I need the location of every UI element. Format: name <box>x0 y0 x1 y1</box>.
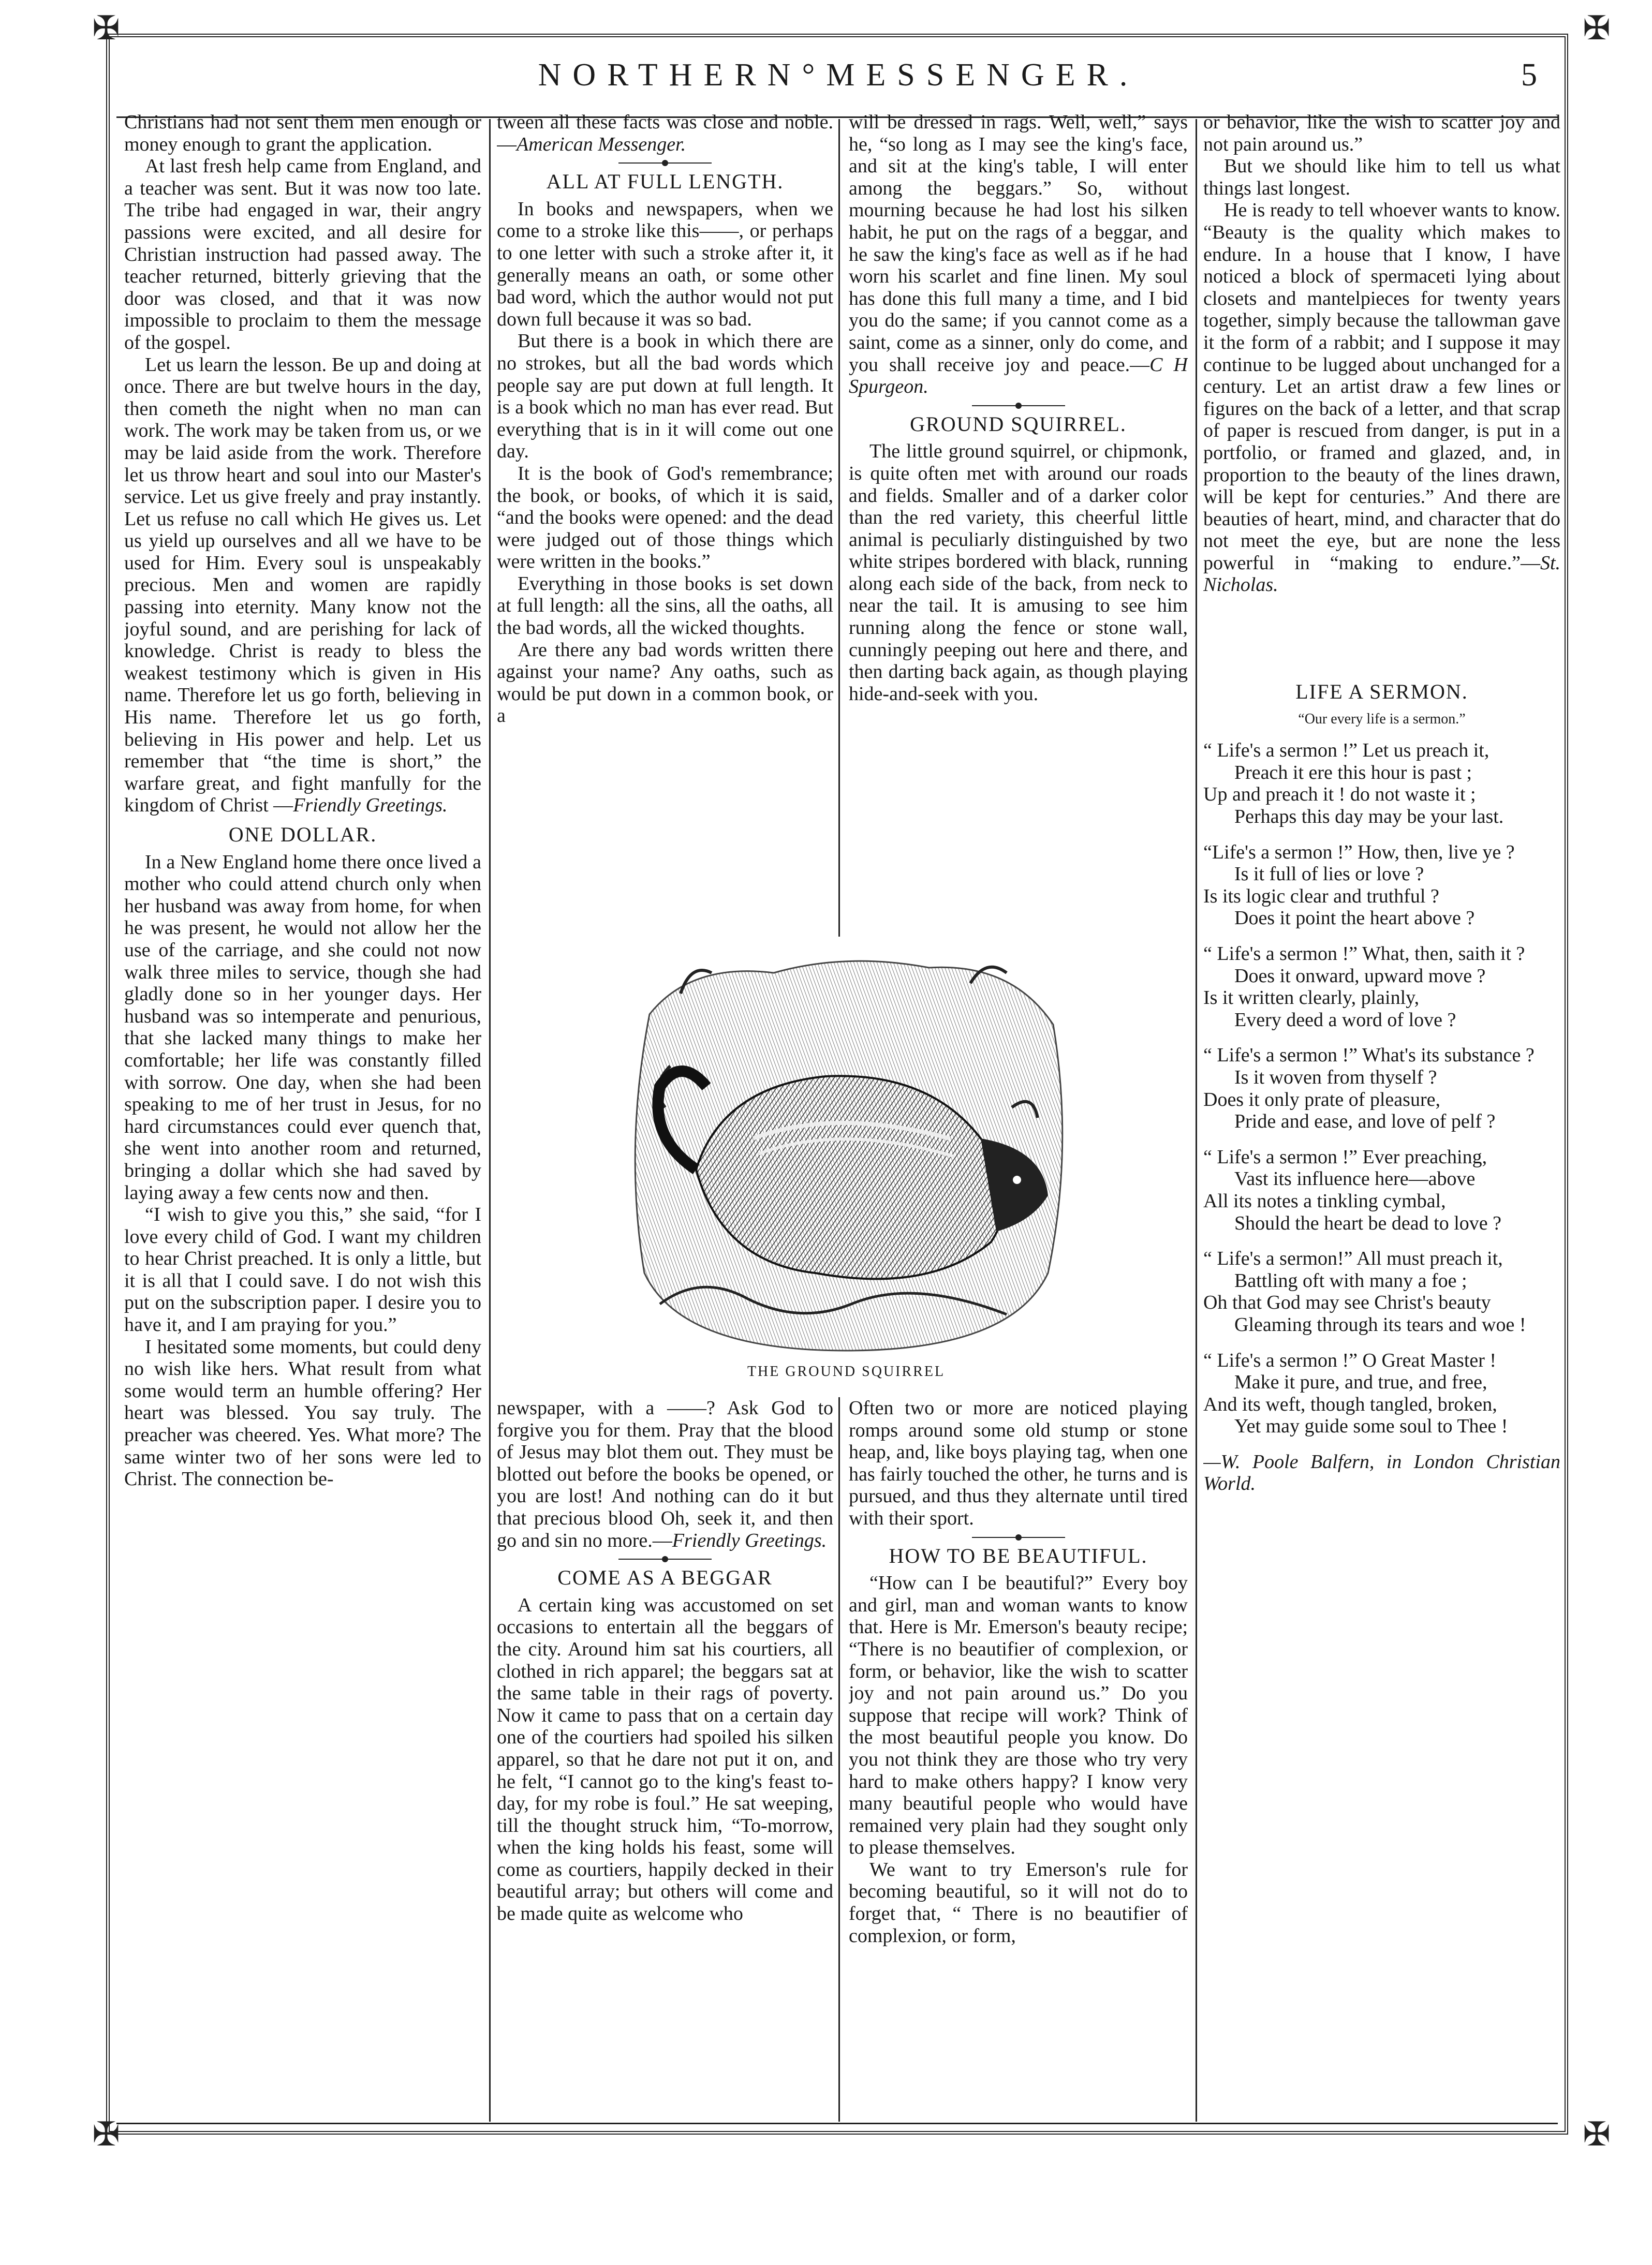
poem-line: “ Life's a sermon !” Ever preaching, <box>1203 1146 1487 1168</box>
poem-line: Is it full of lies or love ? <box>1234 863 1424 885</box>
poem-stanza <box>1203 1044 1560 1132</box>
poem-line: And its weft, though tangled, broken, <box>1203 1393 1497 1415</box>
headline-ground-squirrel: GROUND SQUIRREL. <box>910 412 1127 436</box>
masthead <box>119 47 1558 109</box>
source-signature: Friendly Greetings. <box>293 794 448 817</box>
headline-life-a-sermon: LIFE A SERMON. <box>1295 680 1468 704</box>
newspaper-title: NORTHERN°MESSENGER. <box>538 57 1139 93</box>
poem-line: “ Life's a sermon !” O Great Master ! <box>1203 1349 1497 1371</box>
column-2-bottom <box>497 1397 833 2122</box>
source-signature: Friendly Greetings. <box>672 1529 827 1551</box>
poem-line: Vast its influence here—above <box>1234 1168 1476 1190</box>
column-rule <box>838 1397 840 2122</box>
poem <box>1203 739 1560 1438</box>
poem-line: “Life's a sermon !” How, then, live ye ? <box>1203 841 1515 863</box>
article-paragraph: Often two or more are noticed playing romps around some old stump or stone heap, and, like boys playing tag, when one has fairly touched the other, he turns and is pursued, and thus they alternate until tired with their sport. <box>849 1397 1188 1529</box>
article-paragraph: The little ground squirrel, or chipmonk, is quite often met with around our roads and fields. Smaller and of a darker color than the red variety, this cheerful little animal is peculiarly distinguished by two white stripes bordered with black, running along each side of the back, from neck to near the tail. It is amusing to see him running along the fence or stone wall, cunningly peeping out here and there, and then darting back again, as though playing hide-and-seek with you. <box>849 440 1188 705</box>
article-paragraph: Are there any bad words written there against your name? Any oaths, such as would be put down in a common book, or a <box>497 639 833 727</box>
column-2-top <box>497 111 833 939</box>
corner-ornament-icon: ✠ <box>1583 9 1611 48</box>
headline-one-dollar: ONE DOLLAR. <box>228 823 377 846</box>
article-paragraph: A certain king was accustomed on set occasions to entertain all the beggars of the city. Around him sat his courtiers, all clothed in rich apparel; the beggars sat at the same table in their rags of poverty. Now it came to pass that on a certain day one of the courtiers had spoiled his silken apparel, so that he dare not put it on, and he felt, “I cannot go to the king's feast to-day, for my robe is foul.” He sat weeping, till the thought struck him, “To-morrow, when the king holds his feast, some will come as courtiers, happily decked in their beautiful array; but others will come and be made quite as welcome who <box>497 1594 833 1925</box>
poem-line: Is its logic clear and truthful ? <box>1203 885 1439 907</box>
figure-caption: THE GROUND SQUIRREL <box>747 1364 946 1380</box>
poem-stanza <box>1203 1350 1560 1438</box>
column-3-top <box>849 111 1188 939</box>
poem-line: All its notes a tinkling cymbal, <box>1203 1190 1446 1212</box>
corner-ornament-icon: ✠ <box>92 9 120 48</box>
article-paragraph: will be dressed in rags. Well, well,” says he, “so long as I may see the king's face, and sit at the king's table, I will enter among the beggars.” So, without mourning because he had lost his silken habit, he put on the rags of a beggar, and he saw the king's face as well as if he had worn his scarlet and fine linen. My soul has done this full many a time, and I bid you do the same; if you cannot come as a saint, come as a sinner, only do come, and you shall receive joy and peace.—C H Spurgeon. <box>849 111 1188 398</box>
poem-line: Yet may guide some soul to Thee ! <box>1234 1415 1508 1438</box>
poem-line: Gleaming through its tears and woe ! <box>1234 1313 1526 1336</box>
ground-squirrel-engraving <box>618 952 1074 1356</box>
article-paragraph: Let us learn the lesson. Be up and doing at once. There are but twelve hours in the day, then cometh the night when no man can work. The work may be taken from us, or we may be laid aside from the work. Therefore let us throw heart and soul into our Master's service. Let us give freely and pray instantly. Let us refuse no call which He gives us. Let us yield up ourselves and all we have to be used for Him. Every soul is unspeakably precious. Men and women are rapidly passing into eternity. Many know not the joyful sound, and are perishing for lack of knowledge. Christ is ready to bless the weakest testimony which is given in His name. Therefore let us go forth, believing in His name. Therefore let us go forth, believing in His power and help. Let us remember that “the time is short,” the warfare great, and fight manfully for the kingdom of Christ —Friendly Greetings. <box>124 353 481 817</box>
article-paragraph: At last fresh help came from England, and a teacher was sent. But it was now too late. The tribe had engaged in war, their angry passions were excited, and all desire for Christian instruction had passed away. The teacher returned, bitterly grieving that the door was closed, and that it was now impossible to proclaim to them the message of the gospel. <box>124 155 481 353</box>
article-paragraph: In a New England home there once lived a mother who could attend church only when her husband was away from home, for when he was present, he would not allow her the use of the carriage, and she could not now walk three miles to service, though she had gladly done so in her younger days. Her husband was so intemperate and penurious, that she lacked many things to make her comfortable; her life was constantly filled with sorrow. One day, when she had been speaking to me of her trust in Jesus, for no hard circumstances could ever quench that, she went into another room and returned, bringing a dollar which she had saved by laying away a few cents now and then. <box>124 851 481 1204</box>
poem-line: Pride and ease, and love of pelf ? <box>1234 1111 1496 1133</box>
article-paragraph: He is ready to tell whoever wants to know. “Beauty is the quality which makes to endure. In a house that I know, I have noticed a block of spermaceti lying about closets and mantelpieces for twenty years together, simply because the tallowman gave it the form of a rabbit; and I suppose it may continue to be lugged about unchanged for a century. Let an artist draw a few lines or figures on the back of a letter, and that scrap of paper is rescued from danger, is put in a portfolio, or framed and glazed, and, in proportion to the beauty of the lines drawn, will be kept for centuries.” And there are beauties of heart, mind, and character that do not meet the eye, but are none the less powerful in “making to endure.”—St. Nicholas. <box>1203 199 1560 596</box>
poem-epigraph: “Our every life is a sermon.” <box>1298 710 1466 727</box>
poem-attribution: —W. Poole Balfern, in London Christian World. <box>1203 1450 1560 1495</box>
column-1 <box>124 111 481 2119</box>
column-rule <box>1196 119 1197 2122</box>
poem-line: “ Life's a sermon !” What, then, saith it ? <box>1203 943 1525 965</box>
column-rule <box>838 119 840 937</box>
headline-all-at-full-length: ALL AT FULL LENGTH. <box>546 170 784 194</box>
page-number: 5 <box>1521 57 1537 93</box>
poem-line: “ Life's a sermon !” Let us preach it, <box>1203 739 1489 762</box>
article-paragraph: “How can I be beautiful?” Every boy and girl, man and woman wants to know that. Here is Mr. Emerson's beauty recipe; “There is no beautifier of complexion, or form, or behavior, like the wish to scatter joy and not pain around us.” Do you suppose that recipe will work? Think of the most beautiful people you know. Do you not think they are those who try very hard to make others happy? I know very many beautiful people who would have remained very plain had they sought only to please themselves. <box>849 1572 1188 1859</box>
poem-stanza <box>1203 841 1560 929</box>
article-paragraph: newspaper, with a ——? Ask God to forgive you for them. Pray that the blood of Jesus may blot them out. They must be blotted out before the books be opened, or you are lost! And nothing can do it but that precious blood Oh, seek it, and then go and sin no more.—Friendly Greetings. <box>497 1397 833 1551</box>
section-separator <box>618 1559 712 1560</box>
headline-come-as-a-beggar: COME AS A BEGGAR <box>557 1566 773 1590</box>
article-paragraph: “I wish to give you this,” she said, “for I love every child of God. I want my children to hear Christ preached. It is only a little, but it is all that I could save. I do not wish this put on the subscription paper. I desire you to have it, and I am praying for you.” <box>124 1204 481 1336</box>
source-signature: C H Spurgeon. <box>849 353 1188 398</box>
poem-stanza <box>1203 739 1560 827</box>
column-3-bottom <box>849 1397 1188 2122</box>
poem-stanza <box>1203 1248 1560 1336</box>
article-paragraph: tween all these facts was close and noble.—American Messenger. <box>497 111 833 155</box>
section-separator <box>618 162 712 164</box>
corner-ornament-icon: ✠ <box>1583 2115 1611 2154</box>
article-paragraph: We want to try Emerson's rule for becoming beautiful, so it will not do to forget that, “ There is no beautifier of complexion, or form, <box>849 1858 1188 1947</box>
poem-line: Should the heart be dead to love ? <box>1234 1212 1502 1234</box>
poem-line: Does it onward, upward move ? <box>1234 965 1486 987</box>
poem-line: Oh that God may see Christ's beauty <box>1203 1292 1491 1314</box>
article-paragraph: Everything in those books is set down at full length: all the sins, all the oaths, all the bad words, all the wicked thoughts. <box>497 572 833 639</box>
poem-line: “ Life's a sermon !” What's its substance ? <box>1203 1044 1535 1067</box>
poem-stanza <box>1203 1146 1560 1234</box>
source-signature: St. Nicholas. <box>1203 552 1560 596</box>
poem-line: Battling oft with many a foe ; <box>1234 1269 1467 1292</box>
source-signature: American Messenger. <box>517 133 686 155</box>
article-paragraph: But there is a book in which there are no strokes, but all the bad words which people say are put down at full length. It is a book which no man has ever read. But everything that is in it will come out one day. <box>497 330 833 463</box>
poem-line: Is it written clearly, plainly, <box>1203 987 1420 1009</box>
section-separator <box>972 1537 1065 1538</box>
poem-line: Make it pure, and true, and free, <box>1234 1371 1487 1394</box>
headline-how-to-be-beautiful: HOW TO BE BEAUTIFUL. <box>889 1544 1148 1567</box>
article-paragraph: It is the book of God's remembrance; the book, or books, of which it is said, “and the books were opened: and the dead were judged out of those things which were written in the books.” <box>497 462 833 573</box>
corner-ornament-icon: ✠ <box>92 2115 120 2154</box>
article-paragraph: But we should like him to tell us what things last longest. <box>1203 155 1560 199</box>
article-paragraph: In books and newspapers, when we come to a stroke like this——, or perhaps to one letter with such a stroke after it, it generally means an oath, or some other bad word, which the author would not put down full because it was so bad. <box>497 198 833 330</box>
column-rule <box>489 119 491 2122</box>
poem-line: Every deed a word of love ? <box>1234 1009 1456 1031</box>
article-paragraph: or behavior, like the wish to scatter joy and not pain around us.” <box>1203 111 1560 155</box>
poem-line: Is it woven from thyself ? <box>1234 1066 1437 1088</box>
poem-line: Does it point the heart above ? <box>1234 907 1475 929</box>
poem-line: Perhaps this day may be your last. <box>1234 806 1504 828</box>
column-4 <box>1203 111 1560 2119</box>
poem-line: “ Life's a sermon!” All must preach it, <box>1203 1248 1503 1270</box>
section-separator <box>972 405 1065 406</box>
poem-line: Up and preach it ! do not waste it ; <box>1203 783 1476 806</box>
article-paragraph: Christians had not sent them men enough or money enough to grant the application. <box>124 111 481 155</box>
poem-line: Preach it ere this hour is past ; <box>1234 761 1472 783</box>
poem-line: Does it only prate of pleasure, <box>1203 1088 1440 1111</box>
poem-stanza <box>1203 943 1560 1031</box>
article-paragraph: I hesitated some moments, but could deny no wish like hers. What result from what some would term an humble offering? Her heart was blessed. You say truly. The preacher was cheered. Yes. What more? The same winter two of her sons were led to Christ. The connection be- <box>124 1336 481 1490</box>
